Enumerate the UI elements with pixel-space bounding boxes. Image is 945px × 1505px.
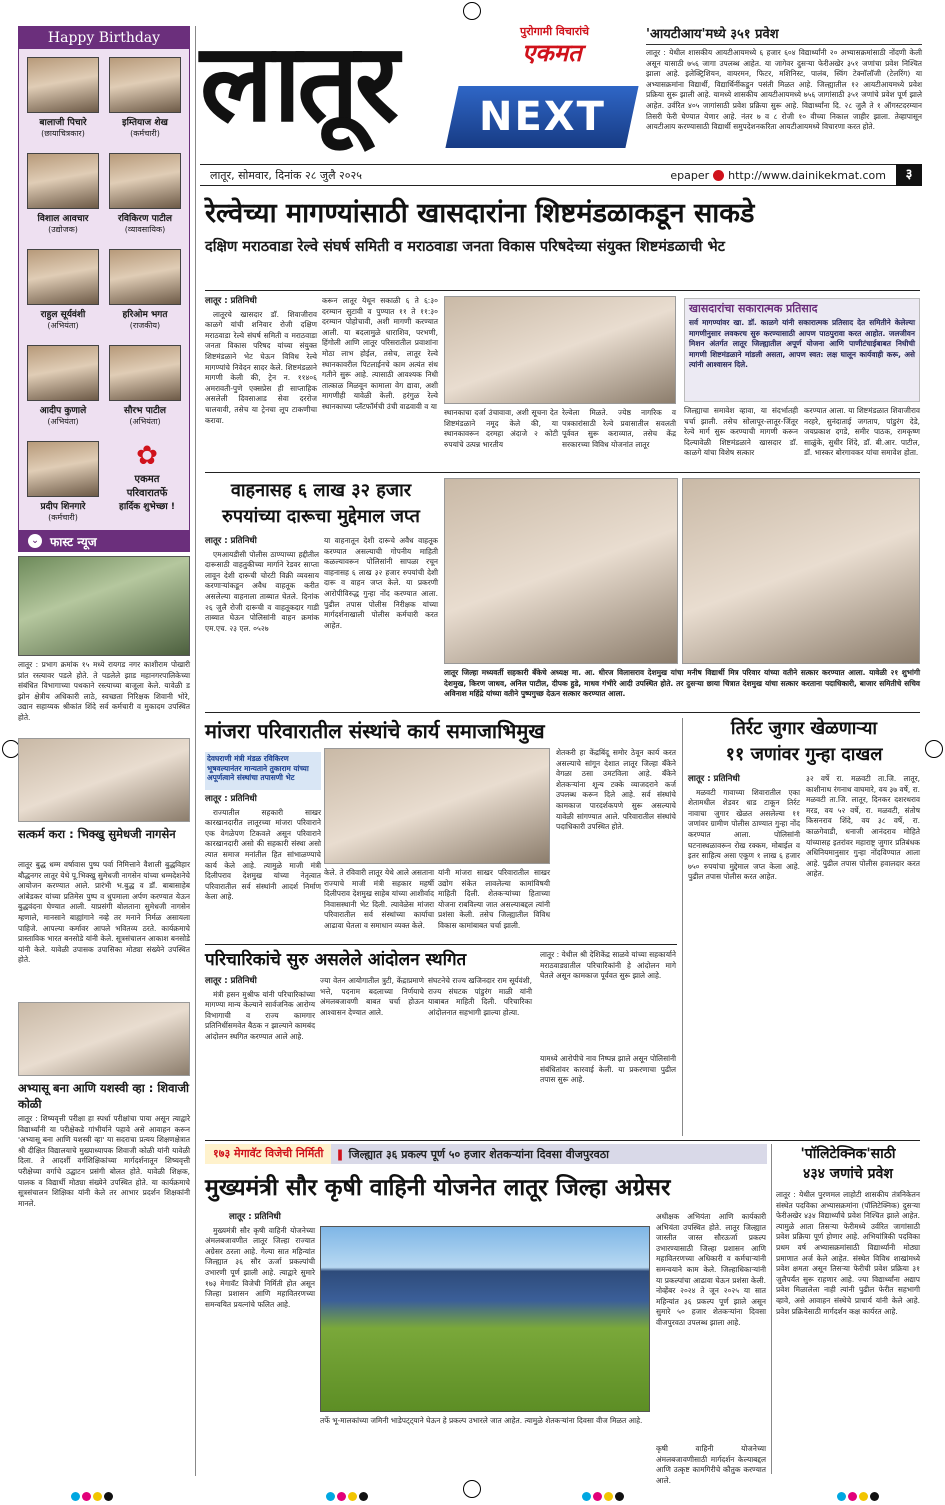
person-name: विशाल आवचार xyxy=(37,214,89,224)
next-logo-text: NEXT xyxy=(478,94,606,140)
liquor-headline-2: रुपयांच्या दारूचा मुद्देमाल जप्त xyxy=(222,506,420,527)
person-role: (अभियंता) xyxy=(47,321,79,330)
rail-column-5: जिल्ह्याचा समावेश व्हावा, या संदर्भातही चर्चा झाली. तसेच सोलापूर-लातूर-जिंतूर रेल्वे मार्ग सुरू करण्याची मागणी करून दिल्यावेळी शिष्टमंडळाने खासदार डॉ. काळगे यांचा विशेष सत्कार xyxy=(684,406,798,458)
solar-ticker xyxy=(205,1144,767,1164)
person-photo xyxy=(27,345,99,401)
fast-news-banner xyxy=(18,530,190,552)
birthday-card xyxy=(109,249,181,331)
solar-top-rule xyxy=(205,1140,920,1141)
fallen-tree-photo xyxy=(18,556,190,656)
scholarship-event-photo xyxy=(18,1002,190,1076)
person-photo xyxy=(109,345,181,401)
gambling-byline: लातूर : प्रतिनिधी xyxy=(688,774,740,784)
mp-response-headline: खासदारांचा सकारात्मक प्रतिसाद xyxy=(689,302,818,315)
nurses-column-1 xyxy=(205,976,315,1136)
nurses-column-3: संघटनेचे राज्य खजिनदार राम सूर्यवंशी, राज्य संघटक पांडुरंग माळी यांनी याबाबत माहिती दिली. परिचारिका आंदोलनात सहभागी झाल्या होत्या. xyxy=(428,976,532,1017)
color-dots-left xyxy=(70,1486,114,1498)
felicitation-photo-caption: लातूर जिल्हा मध्यवर्ती सहकारी बँकेचे अध्यक्ष मा. आ. धीरज विलासराव देशमुख यांचा मनीष विद्यार्थी मित्र परिवार यांच्या वतीने सत्कार करण्यात आला. यावेळी २१ शुभांगी देशमुख, किरण जाधव, अनिल पाटील, दीपक हुडे, माधव गंभीरे आदी उपस्थित होते. तर दुसऱ्या छाया चित्रात देशमुख यांचा सत्कार करताना पदाधिकारी, बाजार समितीचे सचिव अविनाश महिंद्रे यांच्या वतीने पुष्पगुच्छ देऊन सत्कार करण्यात आला. xyxy=(444,668,920,699)
person-name: राहुल सूर्यवंशी xyxy=(40,310,86,320)
manjara-col1-text: राज्यातील सहकारी साखर कारखानदारीत लातूरच्या मांजरा परिवाराने एक वेगळेपण टिकवले असून परिवाराने कारखानदारी असो की सहकारी संस्था असो त्यात समाज मनांतील हित सांभाळण्याचे कार्य केले आहे. त्यामुळे माजी मंत्री दिलीपराव देशमुख यांच्या नेतृत्वात परिवारातील सर्व संस्थांनी आदर्श निर्माण केला आहे. xyxy=(205,807,321,902)
person-role: (उद्योजक) xyxy=(48,225,78,234)
ticker-item-1: १७३ मेगावॅट विजेची निर्मिती xyxy=(205,1144,331,1164)
felicitation-photo-1 xyxy=(444,478,678,664)
birthday-title: Happy Birthday xyxy=(19,27,189,49)
person-role: (कर्मचारी) xyxy=(130,129,160,138)
rail-top-rule xyxy=(205,290,920,291)
rail-headline: रेल्वेच्या मागण्यांसाठी खासदारांना शिष्टमंडळाकडून साकडे xyxy=(205,198,755,229)
ticker-separator-icon: ❚ xyxy=(335,1147,345,1161)
rail-delegation-photo xyxy=(444,296,676,404)
nurses-headline: परिचारिकांचे सुरु असलेले आंदोलन स्थगित xyxy=(205,950,467,970)
page-number: ३ xyxy=(896,164,922,186)
birthday-card xyxy=(27,441,99,523)
manjara-column-2: केले. ते रविवारी लातूर येथे आले असताना राज्याचे माजी मंत्री सहकार महर्षी दिलीपराव देशमुख साहेब यांच्या आशीर्वाद निवासस्थानी भेट दिली. त्यावेळेस मांजरा परिवारातील सर्व संस्थांच्या कार्याचा आढावा घेतला व समाधान व्यक्त केले. xyxy=(324,868,434,930)
person-photo xyxy=(109,57,181,113)
liquor-byline: लातूर : प्रतिनिधी xyxy=(205,536,257,546)
nurses-column-2: ज्या वेतन आयोगातील त्रुटी, केंद्राप्रमाणे भत्ते, पदनाम बदलाच्या निर्णयाचे अंमलबजावणी बाबत चर्चा होऊन आश्वासन देण्यात आले. xyxy=(320,976,424,1017)
birthday-card xyxy=(109,153,181,235)
iti-admission-box xyxy=(646,26,922,160)
iti-headline: 'आयटीआय'मध्ये ३५१ प्रवेश xyxy=(646,26,922,45)
rail-column-3: स्थानकाचा दर्जा उंचावावा, अशी सूचना देत शिष्टमंडळाने नमूद केले की, या स्थानकावरून दरमहा अंदाजे २ कोटी रुपयांचे उत्पन्न भारतीय xyxy=(444,408,558,449)
gambling-divider xyxy=(682,718,683,1136)
color-dots-center-left xyxy=(325,1486,369,1498)
person-name: हरिओम भगत xyxy=(122,310,168,320)
person-role: (अभियंता) xyxy=(47,417,79,426)
person-photo xyxy=(109,249,181,305)
person-role: (व्यावसायिक) xyxy=(124,225,166,234)
polytechnic-headline-1: 'पॉलिटेक्निक'साठी xyxy=(800,1146,896,1162)
person-role: (राजकीय) xyxy=(129,321,161,330)
fast-news-story-2: लातूर बुद्ध धम्म वर्षावास पुष्प पर्वा निमित्ताने वैशाली बुद्धविहार बौद्धनगर लातूर येथे पू.भिक्खु सुमेधजी नागसेन यांच्या धम्मदेशनेचे आयोजन करण्यात आले. प्रारंभी भ.बुद्ध व डॉ. बाबासाहेब आंबेडकर यांच्या प्रतिमेस पुष्प व धुपमाला अर्पण करण्यात येऊन बुद्धवंदना घेण्यात आली. याप्रसंगी बोलताना सुमेधजी नागसेन म्हणाले, मानसाने बाह्यांगाने नव्हे तर मनाने निर्मळ असायला पाहिजे. आपल्या कर्मावर आपले भवितव्य ठरते. कार्यक्रमाचे प्रास्ताविक भारत बनसोडे यांनी केले. सूत्रसंचालन आकाश बनसोडे यांनी केले. यावेळी उपासक उपासिका मोठ्या संख्येने उपस्थित होते. xyxy=(18,860,190,965)
greeting-line-2: हार्दिक शुभेच्छा ! xyxy=(119,502,175,512)
person-role: (अभियंता) xyxy=(129,417,161,426)
gambling-column-2: ३२ वर्षे रा. मळवटी ता.जि. लातूर, काशीनाथ रंगनाथ वाघमारे, वय ३७ वर्षे, रा. मळवटी ता.जि. लातूर, दिनकर दशरथराव मरड, वय ५२ वर्षे, रा. मळवटी, संतोष किसनराव शिंदे, वय ३८ वर्षे, रा. काळगेवाडी, धनाजी आनंदराव मोहिते यांच्यासह इतरांवर महाराष्ट्र जुगार प्रतिबंधक अधिनियमानुसार गुन्हा नोंदविण्यात आला आहे. पुढील तपास पोलीस हवालदार करत आहेत. xyxy=(806,774,920,879)
felicitation-photo-2 xyxy=(682,478,920,664)
fast-news-title: फास्ट न्यूज xyxy=(50,534,97,549)
lecture-event-photo xyxy=(18,738,190,822)
rail-col1-text: लातूरचे खासदार डॉ. शिवाजीराव काळगे यांची शनिवार रोजी दक्षिण मराठवाडा रेल्वे संघर्ष समिती व मराठवाडा जनता विकास परिषद यांच्या संयुक्त शिष्टमंडळाने भेट घेऊन विविध रेल्वे मागण्यांचे निवेदन सादर केले. शिष्टमंडळाने मागणी केली की, ट्रेन न. ११४०६ अमरावती-पुणे एक्सप्रेस ही साप्ताहिक असलेली दिवसाआड सेवा दररोज चालवावी, तसेच या ट्रेनचा लूप टाकणीचा करावा. xyxy=(205,309,317,425)
mp-response-text: सर्व मागण्यांवर खा. डॉ. काळगे यांनी सकारात्मक प्रतिसाद देत समितीने केलेल्या मागणीनुसार लवकरच सुरु करण्यासाठी आपण पाठपुरावा करत आहोत. जलजीवन मिशन अंतर्गत लातूर जिल्ह्यातील अपूर्ण योजना आणि पाणीटंचाईबाबत निधीची मागणी शिष्टमंडळाने मांडली असता, आपण स्वत: लक्ष घालून कार्यवाही करू, असे त्यांनी आश्वासन दिले. xyxy=(689,318,915,370)
nurses-column-4: लातूर : येथील श्री देशिकेंद्र साळवे यांच्या सहकार्याने मराठवाड्यातील परिचारिकांनी हे आंदोलन मागे घेतले असून कामकाज पूर्ववत सुरू झाले आहे. xyxy=(540,950,676,981)
nurses-column-5: यामध्ये आरोपीचे नाव निष्पन्न झाले असून पोलिसांनी संबंधितांवर कारवाई केली. या प्रकरणाचा पुढील तपास सुरू आहे. xyxy=(540,1054,676,1085)
solar-column-1 xyxy=(205,1212,315,1474)
brand-tagline: पुरोगामी विचारांचे xyxy=(520,25,590,38)
person-name: इम्तियाज शेख xyxy=(122,118,168,128)
masthead-title: लातूर xyxy=(200,21,395,146)
news2-headline: सत्कर्म करा : भिक्खु सुमेधजी नागसेन xyxy=(18,827,176,841)
manjara-meeting-photo xyxy=(324,748,550,864)
birthday-card xyxy=(27,57,99,139)
manjara-column-3: यांनी मांजरा साखर परिवारातील साखर उद्योग संकेत लावलेल्या कामांविषयी माहिती दिली. शेतकऱ्यांच्या हिताच्या योजना राबविल्या जात असल्याबद्दल त्यांनी प्रशंसा केली. तसेच जिल्ह्यातील विविध विकास कामांबाबत चर्चा झाली. xyxy=(438,868,550,930)
person-role: (छायाचित्रकार) xyxy=(41,129,85,138)
left-sidebar xyxy=(18,26,190,1476)
masthead xyxy=(200,22,645,162)
nurses-top-rule xyxy=(205,944,677,945)
person-photo xyxy=(27,57,99,113)
person-name: सौरभ पाटील xyxy=(124,406,166,416)
manjara-byline: लातूर : प्रतिनिधी xyxy=(205,794,257,804)
color-registration-bar xyxy=(70,1486,880,1498)
person-photo xyxy=(27,441,99,497)
person-name: रविकिरण पाटील xyxy=(118,214,172,224)
person-name: बालाजी पिचारे xyxy=(39,118,87,128)
polytechnic-headline-2: ४३४ जणांचे प्रवेश xyxy=(803,1166,893,1182)
liquor-column-2: या वाहनातून देशी दारूचे अवैध वाहतूक करण्यात असल्याची गोपनीय माहिती कळल्यावरून पोलिसांनी सापळा रचून वाहनासह ६ लाख ३२ हजार रुपयांची देशी दारू व वाहन जप्त केले. या प्रकरणी आरोपीविरुद्ध गुन्हा नोंद करण्यात आला. पुढील तपास पोलीस निरीक्षक यांच्या मार्गदर्शनाखाली पोलीस कर्मचारी करत आहेत. xyxy=(324,536,438,630)
manjara-column-1 xyxy=(205,794,321,940)
next-logo xyxy=(445,86,638,148)
fast-news-story-1: लातूर : प्रभाग क्रमांक १५ मध्ये रायगड नगर काशीराम पोखारी प्रांत रस्त्यावर पडले होते. ते पडलेले झाड महानगरपालिकेच्या संबंधित विभागाच्या पथकाने रस्त्याच्या बाजूला केले. यावेळी ड झोन क्षेत्रीय अधिकारी लाठे, स्वच्छता निरिक्षक शिवानी भोरे, उद्यान सहाय्यक श्रीकांत शिंदे सर्व कर्मचारी व मुकादम उपस्थित होते. xyxy=(18,660,190,722)
greeting-line-1: परिवारातर्फे xyxy=(126,488,168,499)
solar-headline: मुख्यमंत्री सौर कृषी वाहिनी योजनेत लातूर जिल्हा अग्रेसर xyxy=(205,1175,671,1201)
gambling-headline-2: ११ जणांवर गुन्हा दाखल xyxy=(725,744,883,765)
greeting-block xyxy=(109,441,185,512)
mid-rule xyxy=(205,712,920,713)
rail-byline: लातूर : प्रतिनिधी xyxy=(205,296,257,306)
rail-column-6: करण्यात आला. या शिष्टमंडळात शिवाजीराव नरहरे, सुनंदाताई जगताप, पांडुरंग देडे, जयप्रकाश दगडे, समीर पाठक, रामकृष्ण साळुंके, सुधीर शिंदे, डॉ. बी.आर. पाटील, डॉ. भास्कर बोरगावकर यांचा समावेश होता. xyxy=(804,406,920,458)
liquor-column-1 xyxy=(205,536,319,670)
website-url[interactable]: http://www.dainikekmat.com xyxy=(728,168,886,182)
fast-news-story-3: लातूर : शिष्यवृत्ती परीक्षा हा स्पर्धा परीक्षांचा पाया असून त्याद्वारे विद्यार्थ्यांनी या परीक्षेकडे गांभीर्याने पहावे असे आवाहन करून 'अभ्यासू बना आणि यशस्वी व्हा' या सदराचा प्रत्यय शिक्षणक्षेत्रात श्री दीक्षित विद्यालयाचे मुख्याध्यापक शिवाजी कोळी यांनी यावेळी दिला. ते आदर्शी वर्गशिक्षिकांच्या मार्गदर्शनातून शिष्यवृत्ती परीक्षेच्या वर्गाचे उद्घाटन प्रसंगी बोलत होते. यावेळी शिक्षक, पालक व विद्यार्थी मोठ्या संख्येने उपस्थित होते. या कार्यक्रमाचे सूत्रसंचालन शिक्षिका यांनी केले तर आभार प्रदर्शन शिक्षकांनी मानले. xyxy=(18,1114,190,1208)
solar-column-3: अधीक्षक अभियंता आणि कार्यकारी अभियंता उपस्थित होते. लातूर जिल्ह्यात जास्तीत जास्त सौरऊर्जा प्रकल्प उभारण्यासाठी जिल्हा प्रशासन आणि महावितरणच्या अधिकारी व कर्मचाऱ्यांनी समन्वयाने काम केले. जिल्हाधिकाऱ्यांनी या प्रकल्पांचा आढावा घेऊन प्रशंसा केली. नोव्हेंबर २०२४ ते जून २०२५ या सात महिन्यांत ३६ प्रकल्प पूर्ण झाले असून सुमारे ५० हजार शेतकऱ्यांना दिवसा वीजपुरवठा उपलब्ध झाला आहे. xyxy=(656,1212,766,1327)
brand-logo-text: एकमत xyxy=(522,39,582,67)
iti-story-text: लातूर : येथील शासकीय आयटीआयमध्ये ६ हजार ६०४ विद्यार्थ्यांनी २० अभ्यासक्रमांसाठी नोंदणी केली असून यासाठी ७५६ जागा उपलब्ध आहेत. या जागेवर दुसऱ्या फेरीअखेर ३५१ जणांचा प्रवेश निश्चित झाला आहे. इलेक्ट्रिशियन, वायरमन, फिटर, मशिनिस्ट, पालंब, स्विंग टेक्नॉलॉजी (टेलरिंग) या अभ्यासक्रमांना विद्यार्थी, विद्यार्थिनींकडून पसंती मिळत आहे. जिल्ह्यातील १२ आयटीआयमध्ये प्रवेश प्रक्रिया सुरू झाली आहे. यामध्ये शासकीय आयटीआयमध्ये ७५६ जागांसाठी ३५१ जणांचे प्रवेश पूर्ण झाले आहेत. उर्वरित ४०५ जागांसाठी प्रवेश प्रक्रिया सुरू आहे. विद्यार्थ्यांना दि. २८ जुलै ते १ ऑगस्टदरम्यान तिसरी फेरी घेण्यात येणार आहे. नंतर ७ व ८ रोजी १० वीच्या निकाल जाहीर झाला. तेव्हापासून आयटीआय करण्यासाठी विद्यार्थी समुपदेशनकरिता आयटीआयमध्ये विचारणा करत होते. xyxy=(646,48,922,132)
solar-column-bottom: कृषी वाहिनी योजनेच्या अंमलबजावणीसाठी मार्गदर्शन केल्याबद्दल आणि उत्कृष्ट कामगिरीचे कौतुक करण्यात आले. xyxy=(656,1444,766,1485)
globe-icon xyxy=(713,170,724,181)
person-photo xyxy=(27,153,99,209)
manjara-column-4: शेतकरी हा केंद्रबिंदू समोर ठेवून कार्य करत असल्याचे सांगून देशात लातूर जिल्हा बँकेने वेगळा ठसा उमटविला आहे. बँकेने शेतकऱ्यांना शून्य टक्के व्याजदराने कर्ज उपलब्ध करून दिले आहे. सर्व संस्थांचे कामकाज पारदर्शकपणे सुरू असल्याचे यावेळी सांगण्यात आले. परिवारातील संस्थांचे पदाधिकारी उपस्थित होते. xyxy=(556,748,676,832)
gambling-col1-text: मळवटी गावाच्या शिवारातील एका शेतामधील शेडवर धाड टाकून तिर्रट नावाचा जुगार खेळत असलेल्या ११ जणांवर ग्रामीण पोलीस ठाण्यात गुन्हा नोंद करण्यात आला. पोलिसांनी घटनास्थळावरून रोख रक्कम, मोबाईल व इतर साहित्य असा एकूण १ लाख ६ हजार ७५० रुपयांचा मुद्देमाल जप्त केला आहे. पुढील तपास पोलीस करत आहेत. xyxy=(688,787,800,882)
manjara-headline: मांजरा परिवारातील संस्थांचे कार्य समाजाभिमुख xyxy=(205,719,545,743)
rail-bottom-rule xyxy=(205,472,920,473)
solar-col1-text: मुख्यमंत्री सौर कृषी वाहिनी योजनेच्या अंमलबजावणीत लातूर जिल्हा राज्यात अग्रेसर ठरला आहे. गेल्या सात महिन्यांत जिल्ह्यात ३६ सौर ऊर्जा प्रकल्पांची उभारणी पूर्ण झाली आहे. त्याद्वारे सुमारे १७३ मेगावॅट विजेची निर्मिती होत असून जिल्हा प्रशासन आणि महावितरणच्या समन्वयित प्रयत्नांचे फलित आहे. xyxy=(205,1225,315,1309)
epaper-label: epaper xyxy=(670,168,710,182)
birthday-panel xyxy=(18,26,190,542)
birthday-card xyxy=(27,249,99,331)
solar-panel-photo xyxy=(320,1226,650,1412)
polytechnic-divider xyxy=(771,1144,772,1474)
date-bar xyxy=(200,164,922,186)
gambling-column-1 xyxy=(688,774,800,1134)
person-name: प्रदीप शिनगारे xyxy=(40,502,86,512)
rail-column-2: करून लातूर येथून सकाळी ६ ते ६:३० दरम्यान सुटावी व पुण्यात ११ ते ११:३० दरम्यान पोहोचावी, अशी मागणी करण्यात आली. या बदलामुळे धाराशिव, परभणी, हिंगोली आणि लातूर परिसरातील प्रवाशांना मोठा लाभ होईल, तसेच, लातूर रेल्वे स्थानकावरील पिटलाईनचे काम अत्यंत संथ गतीने सुरू आहे. त्यासाठी आवश्यक निधी तात्काळ मिळवून कामाला वेग द्यावा, अशी मागणीही यावेळी केली. हरंगुळ रेल्वे स्थानकाच्या प्लॅटफॉर्मची उंची वाढवावी व या xyxy=(322,296,438,411)
nurses-col1-text: मंत्री हसन मुश्रीफ यांनी परिचारिकांच्या मागण्या मान्य केल्याने सार्वजनिक आरोग्य विभागाची व राज्य कामगार प्रतिनिधींसमवेत बैठक न झाल्याने कामबंद आंदोलन स्थगित करण्यात आले आहे. xyxy=(205,989,315,1041)
person-photo xyxy=(27,249,99,305)
rail-column-1 xyxy=(205,296,317,468)
manjara-caption: देवघराणी मंत्री मंडळ रविकिरण भूषवल्यानंतर मान्यताने तुकाराम यांच्या अपूर्णत्वाने संस्थांचा तपासणी भेट xyxy=(205,752,321,790)
birthday-card xyxy=(109,57,181,139)
color-dots-center-right xyxy=(581,1486,625,1498)
flower-bouquet-icon: ✿ xyxy=(136,441,158,471)
polytechnic-story-text: लातूर : येथील पुरणमल लाहोटी शासकीय तंत्रनिकेतन संस्थेत पदविका अभ्यासक्रमांना (पॉलिटेक्निक) दुसऱ्या फेरीअखेर ४३४ विद्यार्थ्यांचे प्रवेश निश्चित झाले आहेत. त्यामुळे आता तिसऱ्या फेरीमध्ये उर्वरित जागांसाठी प्रवेश प्रक्रिया पूर्ण होणार आहे. अभियांत्रिकी पदविका प्रथम वर्ष अभ्यासक्रमांसाठी विद्यार्थ्यांनी मोठ्या प्रमाणात अर्ज केले आहेत. संस्थेत विविध शाखांमध्ये प्रवेश क्षमता असून तिसऱ्या फेरीची प्रवेश प्रक्रिया ३१ जुलैपर्यंत सुरू राहणार आहे. ज्या विद्यार्थ्यांना अद्याप प्रवेश मिळालेला नाही त्यांनी पुढील फेरीत सहभागी व्हावे, असे आवाहन संस्थेचे प्राचार्य यांनी केले आहे. प्रवेश प्रक्रियेसाठी मार्गदर्शन कक्ष कार्यरत आहे. xyxy=(776,1190,920,1316)
birthday-card xyxy=(109,345,181,427)
person-photo xyxy=(109,153,181,209)
sidebar-divider xyxy=(195,26,196,1476)
chevron-circle-icon: ⌄ xyxy=(28,534,42,548)
person-role: (कर्मचारी) xyxy=(48,513,78,522)
liquor-col1-text: एमआयडीसी पोलीस ठाण्याच्या हद्दीतील दारूसाठी वाहतुकीच्या मार्गाने रेडवर साप्ता लावून देशी दारूची चोरटी विक्री व्यवसाय करणाऱ्यांकडून अवैध वाहतूक करीत असलेल्या वाहनाला ताब्यात घेतले. दिनांक २६ जुलै रोजी दारूची व वाहतूकदार गाडी ताब्यात घेऊन पोलिसांनी वाहन क्रमांक एम.एच. २३ एल. ०५२७ xyxy=(205,549,319,633)
greeting-brand: एकमत xyxy=(134,474,160,485)
solar-byline: लातूर : प्रतिनिधी xyxy=(229,1212,281,1222)
birthday-card xyxy=(27,153,99,235)
gambling-headline-1: तिर्रट जुगार खेळणाऱ्या xyxy=(730,718,878,739)
ticker-item-2: जिल्ह्यात ३६ प्रकल्प पूर्ण ५० हजार शेतकऱ्यांना दिवसा वीजपुरवठा xyxy=(348,1147,609,1161)
mp-response-box xyxy=(684,298,920,402)
registration-mark-right xyxy=(925,740,943,758)
rail-subheadline: दक्षिण मराठवाडा रेल्वे संघर्ष समिती व मराठवाडा जनता विकास परिषदेच्या संयुक्त शिष्टमंडळाची भेट xyxy=(205,239,725,255)
color-dots-right xyxy=(836,1486,880,1498)
solar-column-2: तर्फे भू-मालकांच्या जमिनी भाडेपट्ट्याने घेऊन हे प्रकल्प उभारले जात आहेत. त्यामुळे शेतकऱ्यांना दिवसा वीज मिळत आहे. xyxy=(320,1416,643,1425)
rail-column-4: रेल्वेला मिळते. ज्येष्ठ नागरिक व पत्रकारांसाठी रेल्वे प्रवासातील सवलती पूर्ववत सुरू कराव्यात, तसेच केंद्र सरकारच्या विविध योजनांत लातूर xyxy=(562,408,676,449)
liquor-headline-1: वाहनासह ६ लाख ३२ हजार xyxy=(230,480,412,501)
nurses-byline: लातूर : प्रतिनिधी xyxy=(205,976,257,986)
registration-mark-top xyxy=(463,2,481,20)
birthday-card xyxy=(27,345,99,427)
person-name: आदीप कुणाले xyxy=(39,406,87,416)
dateline: लातूर, सोमवार, दिनांक २८ जुलै २०२५ xyxy=(210,168,362,182)
news3-headline: अभ्यासू बना आणि यशस्वी व्हा : शिवाजी कोळी xyxy=(18,1081,190,1111)
